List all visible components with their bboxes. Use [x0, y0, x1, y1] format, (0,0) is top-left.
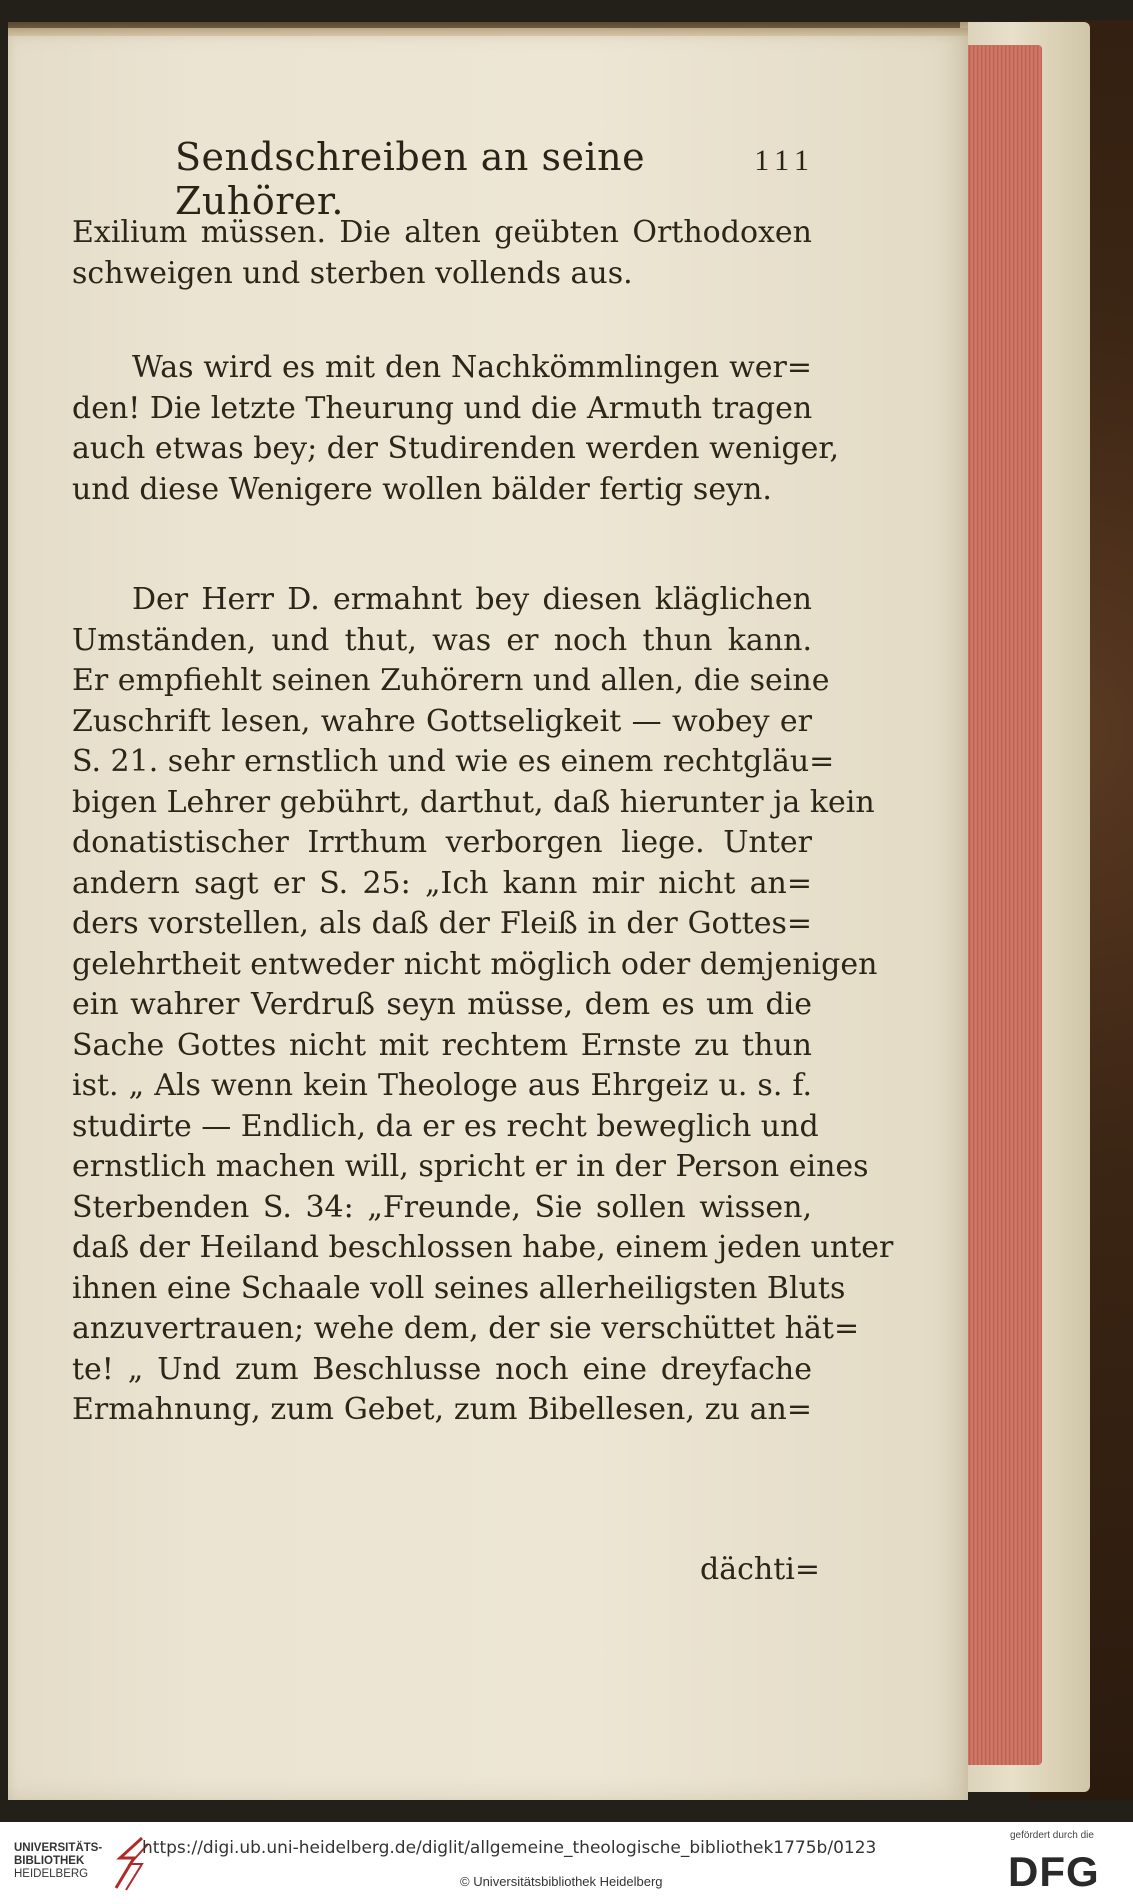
text-line: schweigen und sterben vollends aus.: [72, 255, 633, 291]
text-line: ist. „ Als wenn kein Theologe aus Ehrgeiz u. s. f.: [72, 1068, 812, 1103]
text-line: ihnen eine Schaale voll seines allerheiligsten Bluts: [72, 1270, 846, 1306]
page-fore-edge: [962, 45, 1042, 1765]
paragraph-3: [72, 580, 894, 1431]
text-line: Umständen, und thut, was er noch thun kann.: [72, 622, 812, 658]
library-name-line: BIBLIOTHEK: [14, 1855, 85, 1867]
text-line: donatistischer Irrthum verborgen liege. Unter: [72, 825, 812, 860]
library-logo-text: [14, 1842, 102, 1881]
text-line: S. 21. sehr ernstlich und wie es einem rechtgläu=: [72, 744, 835, 779]
text-line: ernstlich machen will, spricht er in der Person eines: [72, 1149, 869, 1184]
text-line: Er empfiehlt seinen Zuhörern und allen, die seine: [72, 663, 830, 698]
paragraph-1: [72, 213, 812, 294]
text-line: bigen Lehrer gebührt, darthut, daß hierunter ja kein: [72, 784, 875, 820]
text-line: ein wahrer Verdruß seyn müsse, dem es um die: [72, 987, 812, 1022]
page-top-shadow: [8, 22, 968, 36]
viewer-footer: [0, 1822, 1133, 1904]
text-line: und diese Wenigere wollen bälder fertig seyn.: [72, 471, 772, 507]
text-line: anzuvertrauen; wehe dem, der sie verschüttet hät=: [72, 1311, 860, 1346]
text-line: ders vorstellen, als daß der Fleiß in der Gottes=: [72, 906, 812, 941]
text-line: Ermahnung, zum Gebet, zum Bibellesen, zu an=: [72, 1392, 812, 1427]
text-line: daß der Heiland beschlossen habe, einem jeden unter: [72, 1230, 894, 1265]
text-line: te! „ Und zum Beschlusse noch eine dreyfache: [72, 1351, 812, 1387]
text-line: studirte — Endlich, da er es recht beweglich und: [72, 1108, 819, 1144]
library-name-line: HEIDELBERG: [14, 1868, 89, 1880]
dfg-logo: DFG: [1008, 1848, 1100, 1895]
text-line: Der Herr D. ermahnt bey diesen kläglichen: [132, 582, 812, 617]
running-head: Sendschreiben an seine Zuhörer.: [175, 135, 646, 223]
text-line: Zuschrift lesen, wahre Gottseligkeit — wobey er: [72, 703, 812, 739]
copyright-notice: © Universitätsbibliothek Heidelberg: [460, 1874, 663, 1889]
text-line: Sterbenden S. 34: „Freunde, Sie sollen wissen,: [72, 1189, 812, 1225]
text-line: Was wird es mit den Nachkömmlingen wer=: [132, 350, 812, 385]
text-line: Sache Gottes nicht mit rechtem Ernste zu thun: [72, 1027, 812, 1063]
text-line: Exilium müssen. Die alten geübten Orthodoxen: [72, 215, 812, 250]
text-line: gelehrtheit entweder nicht möglich oder demjenigen: [72, 946, 878, 982]
page-header: [175, 135, 815, 223]
text-line: den! Die letzte Theurung und die Armuth tragen: [72, 390, 813, 426]
text-line: andern sagt er S. 25: „Ich kann mir nicht an=: [72, 865, 812, 901]
catchword: dächti=: [700, 1552, 820, 1587]
permalink-url[interactable]: https://digi.ub.uni-heidelberg.de/diglit/allgemeine_theologische_bibliothek1775b/0123: [142, 1838, 877, 1858]
funding-note: gefördert durch die: [1010, 1830, 1094, 1841]
page-number: 111: [754, 144, 815, 177]
paragraph-2: [72, 348, 839, 510]
text-line: auch etwas bey; der Studirenden werden weniger,: [72, 431, 839, 466]
library-name-line: UNIVERSITÄTS-: [14, 1842, 103, 1854]
